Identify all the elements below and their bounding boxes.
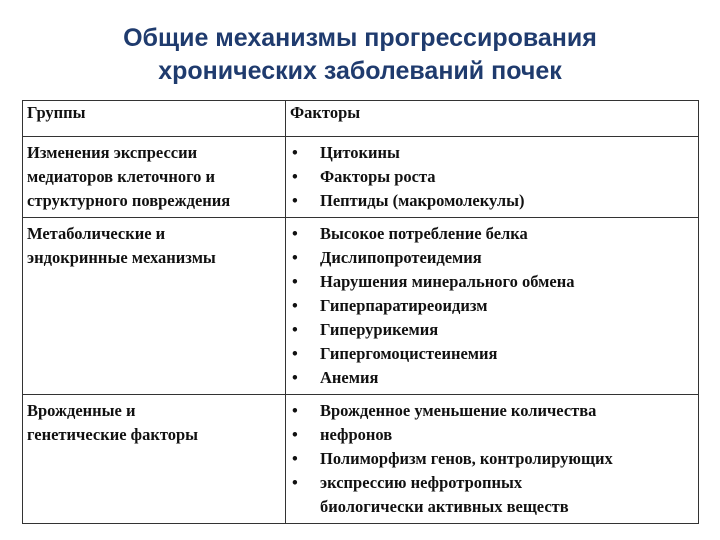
group-line: Изменения экспрессии	[27, 143, 198, 162]
title-line-1: Общие механизмы прогрессирования	[123, 24, 597, 52]
page-title	[0, 22, 720, 88]
group-cell	[23, 218, 286, 395]
factors-cell	[286, 218, 699, 395]
factor-item: • Пептиды (макромолекулы)	[290, 189, 694, 213]
factor-item: • Дислипопротеидемия	[290, 246, 694, 270]
factor-item-continuation: биологически активных веществ	[320, 497, 569, 516]
header-groups: Группы	[23, 101, 286, 137]
group-cell	[23, 137, 286, 218]
group-line: структурного повреждения	[27, 191, 231, 210]
group-line: медиаторов клеточного и	[27, 167, 216, 186]
factors-cell	[286, 395, 699, 524]
group-line: Метаболические и	[27, 224, 166, 243]
group-cell	[23, 395, 286, 524]
factor-item: • Высокое потребление белка	[290, 222, 694, 246]
table-header-row	[23, 101, 699, 137]
group-line: генетические факторы	[27, 425, 199, 444]
factor-item: • Врожденное уменьшение количества	[290, 399, 694, 423]
factor-item: • Анемия	[290, 366, 694, 390]
factor-item: • экспрессию нефротропных	[290, 471, 694, 495]
table-row	[23, 218, 699, 395]
factor-item: • Гипергомоцистеинемия	[290, 342, 694, 366]
table-row	[23, 395, 699, 524]
mechanisms-table	[22, 100, 699, 524]
factor-item: • Цитокины	[290, 141, 694, 165]
table-row	[23, 137, 699, 218]
title-line-2: хронических заболеваний почек	[158, 57, 562, 85]
header-factors: Факторы	[286, 101, 699, 137]
factor-item: • Полиморфизм генов, контролирующих	[290, 447, 694, 471]
factor-item: • нефронов	[290, 423, 694, 447]
factor-list	[290, 222, 694, 390]
factors-cell	[286, 137, 699, 218]
group-line: эндокринные механизмы	[27, 248, 216, 267]
group-line: Врожденные и	[27, 401, 136, 420]
factor-list	[290, 399, 694, 519]
factor-list	[290, 141, 694, 213]
factor-item: • Нарушения минерального обмена	[290, 270, 694, 294]
factor-item: • Факторы роста	[290, 165, 694, 189]
factor-item: • Гиперпаратиреоидизм	[290, 294, 694, 318]
factor-item: • Гиперурикемия	[290, 318, 694, 342]
